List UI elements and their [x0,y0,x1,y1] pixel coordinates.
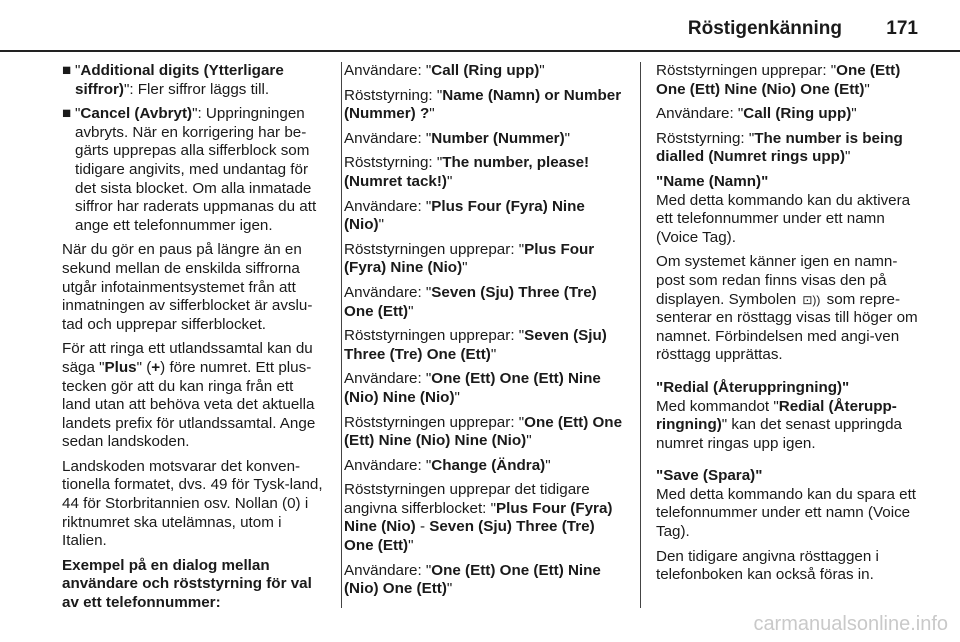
dialog-line: Röststyrningen upprepar: "Plus Four (Fyra) Nine (Nio)" [344,240,595,277]
bullet-additional-digits: ■ "Additional digits (Ytterligare siffror)": Fler siffror läggs till. [62,62,284,98]
dialog-line: Röststyrning: "Name (Namn) or Number (Nummer) ?" [344,86,622,123]
dialog-line: Röststyrningen upprepar: "One (Ett) One (Ett) Nine (Nio) Nine (Nio)" [344,413,623,450]
page-title: Röstigenkänning [687,18,842,39]
dialog-line: Användare: "Number (Nummer)" [344,129,571,147]
dialog-line: Användare: "One (Ett) One (Ett) Nine (Nio) Nine (Nio)" [344,370,601,406]
voice-tag-icon: ⊡)) [802,292,821,307]
paragraph: Med kommandot "Redial (Återupp-ringning)" kan det senast uppringda numret ringas upp igen. [656,397,902,452]
save-heading: "Save (Spara)" [656,467,763,485]
dialog-line: Röststyrningen upprepar det tidigare angivna sifferblocket: "Plus Four (Fyra) Nine (Nio) - Seven (Sju) Three (Tre) One (Ett)" [344,481,613,555]
column-3 [656,62,922,591]
bullet-square-icon: ■ [62,62,72,79]
page-header [0,0,960,50]
dialog-line: Röststyrningen upprepar: "One (Ett) One (Ett) Nine (Nio) One (Ett)" [656,62,901,98]
column-divider [341,62,342,608]
dialog-line: Röststyrning: "The number is being dialled (Numret rings upp)" [656,129,903,166]
paragraph: När du gör en paus på längre än en sekund mellan de enskilda siffrorna utgår infotainmentsystemet från att inmatningen av sifferblocket är avslu-tad och upprepar sifferblocket. [62,241,313,333]
paragraph: Den tidigare angivna rösttaggen i telefonboken kan också föras in. [656,547,879,584]
dialog-line: Användare: "One (Ett) One (Ett) Nine (Nio) One (Ett)" [344,561,601,598]
command-name: Cancel (Avbryt) [80,105,193,123]
column-2 [344,62,624,605]
paragraph: För att ringa ett utlandssamtal kan du säga "Plus" (+) före numret. Ett plus-tecken gör att du kan ringa från ett land utan att behöva veta det aktuella landets prefix för utlandssamtal. Ange sedan landskoden. [62,340,316,451]
command-name: Additional digits (Ytterligare siffror) [75,62,284,98]
watermark: carmanualsonline.info [753,613,948,635]
column-1 [62,62,324,613]
header-rule [0,50,960,52]
redial-heading: "Redial (Återuppringning)" [656,378,850,396]
section-heading: Exempel på en dialog mellan användare och röststyrning för val av ett telefonnummer: [62,556,312,612]
dialog-line: Användare: "Call (Ring upp)" [656,105,857,123]
bullet-square-icon: ■ [62,105,72,123]
dialog-line: Användare: "Change (Ändra)" [344,456,551,474]
bullet-cancel: ■ "Cancel (Avbryt)": Uppringningen avbryts. När en korrigering har be-gärts upprepas alla sifferblock som tidigare angivits, med undantag för det sista blocket. Om alla inmatade siffror har raderats uppmanas du att ange ett telefonnummer igen. [62,105,317,234]
name-heading: "Name (Namn)" [656,172,769,190]
paragraph: Landskoden motsvarar det konven-tionella formatet, dvs. 49 för Tysk-land, 44 för Storbritannien osv. Nollan (0) i riktnumret ska utelämnas, utom i Italien. [62,457,323,550]
dialog-line: Röststyrning: "The number, please! (Numret tack!)" [344,154,590,190]
dialog-line: Användare: "Seven (Sju) Three (Tre) One (Ett)" [344,283,597,320]
dialog-line: Användare: "Plus Four (Fyra) Nine (Nio)" [344,197,585,234]
paragraph: Med detta kommando kan du spara ett telefonnummer under ett namn (Voice Tag). [656,485,917,541]
page-number: 171 [886,18,918,39]
paragraph: Med detta kommando kan du aktivera ett telefonnummer under ett namn (Voice Tag). [656,191,911,246]
paragraph: Om systemet känner igen en namn-post som redan finns visas den på displayen. Symbolen ⊡)) som repre-senterar en rösttagg visas till höger om namnet. Förbindelsen med angi-ven rösttagg upprättas. [656,253,918,364]
dialog-line: Röststyrningen upprepar: "Seven (Sju) Three (Tre) One (Ett)" [344,327,607,363]
dialog-line: Användare: "Call (Ring upp)" [344,62,545,79]
column-divider [640,62,641,608]
